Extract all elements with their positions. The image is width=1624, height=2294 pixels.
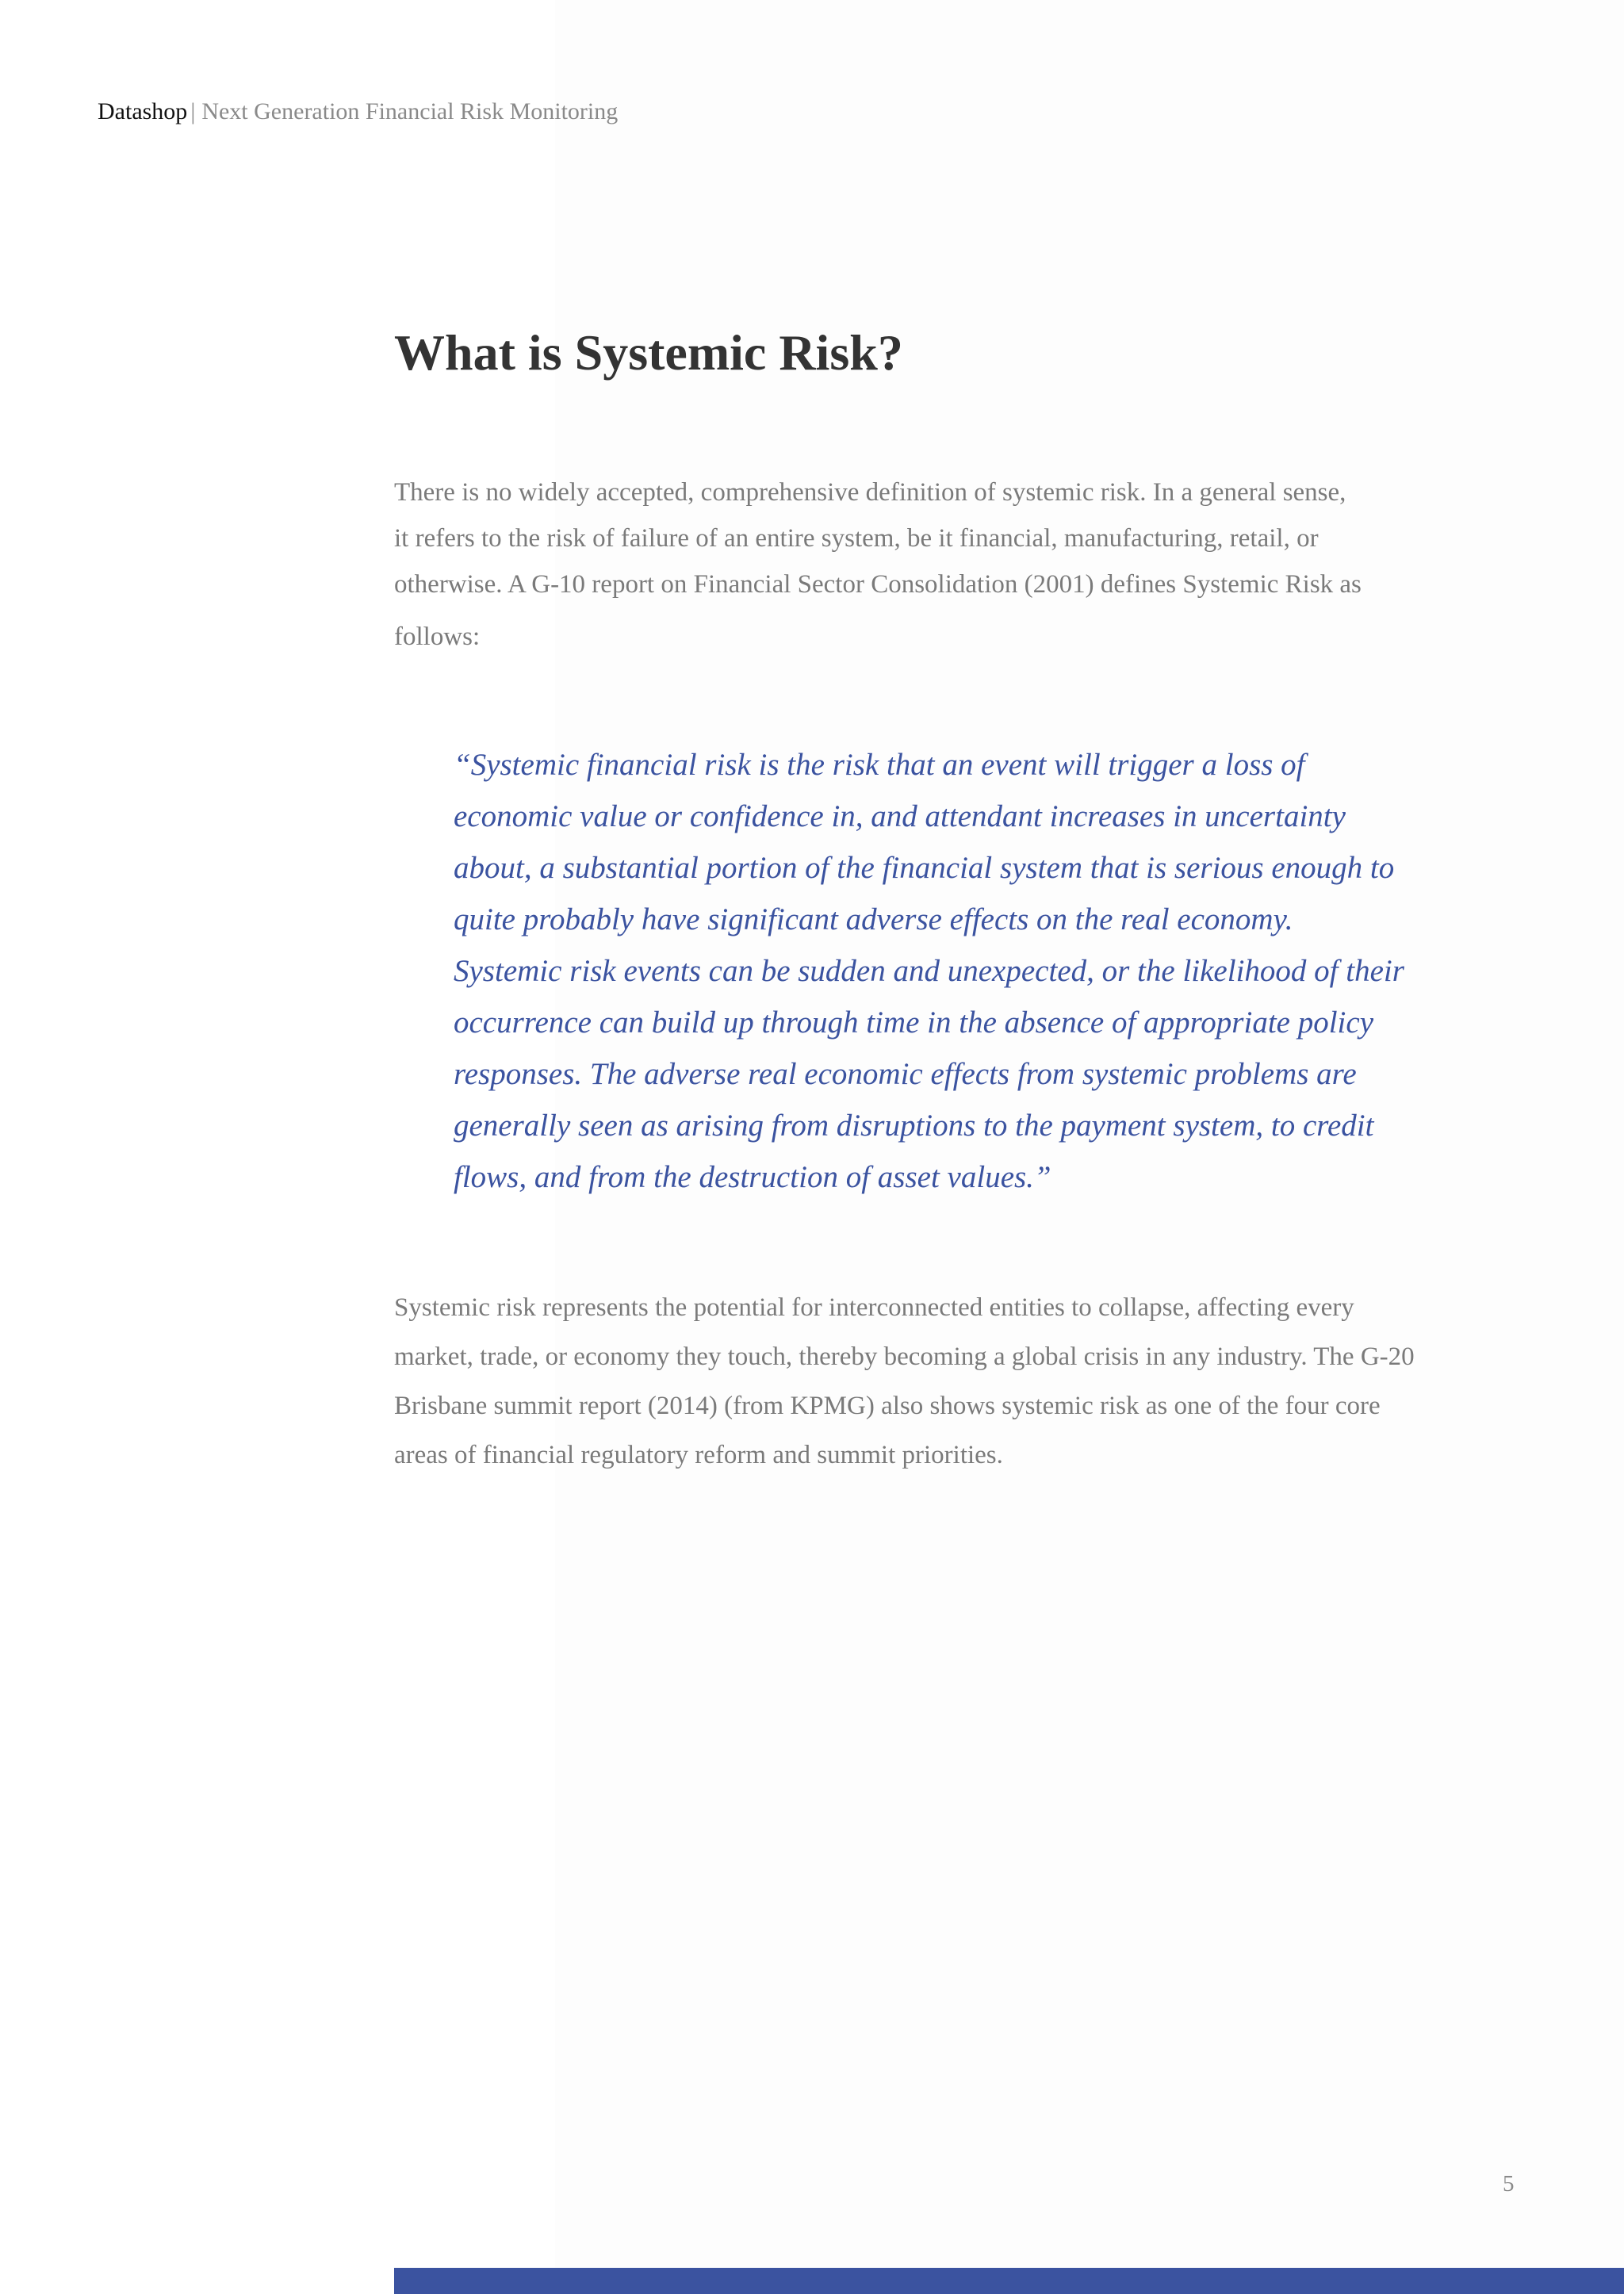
header-separator: |	[190, 98, 196, 124]
intro-line: There is no widely accepted, comprehensive definition of systemic risk. In a general sense,	[394, 478, 1346, 507]
quote-line: “Systemic financial risk is the risk that an event will trigger a loss of	[454, 748, 1305, 782]
quote-line: generally seen as arising from disruptions to the payment system, to credit	[454, 1109, 1374, 1143]
quote-line: about, a substantial portion of the financial system that is serious enough to	[454, 851, 1395, 885]
header-subtitle: Next Generation Financial Risk Monitoring	[201, 98, 619, 124]
quote-line: responses. The adverse real economic effects from systemic problems are	[454, 1057, 1357, 1091]
quote-line: economic value or confidence in, and attendant increases in uncertainty	[454, 799, 1346, 833]
closing-line: Systemic risk represents the potential for interconnected entities to collapse, affecting every	[394, 1293, 1354, 1322]
page-number: 5	[1503, 2171, 1515, 2196]
quote-line: flows, and from the destruction of asset values.”	[454, 1160, 1051, 1194]
intro-paragraph	[394, 469, 1512, 660]
closing-line: Brisbane summit report (2014) (from KPMG) also shows systemic risk as one of the four core	[394, 1392, 1381, 1420]
closing-paragraph	[394, 1283, 1512, 1480]
intro-line: otherwise. A G-10 report on Financial Sector Consolidation (2001) defines Systemic Risk as	[394, 570, 1362, 599]
intro-line: follows:	[394, 622, 481, 651]
intro-line: it refers to the risk of failure of an entire system, be it financial, manufacturing, retail, or	[394, 524, 1319, 553]
closing-line: areas of financial regulatory reform and summit priorities.	[394, 1441, 1003, 1469]
quote-line: occurrence can build up through time in the absence of appropriate policy	[454, 1005, 1374, 1040]
footer-accent-bar	[394, 2268, 1624, 2294]
page-title: What is Systemic Risk?	[394, 324, 903, 381]
quote-line: quite probably have significant adverse effects on the real economy.	[454, 902, 1293, 936]
definition-quote	[454, 739, 1580, 1203]
quote-line: Systemic risk events can be sudden and unexpected, or the likelihood of their	[454, 954, 1404, 988]
closing-line: market, trade, or economy they touch, thereby becoming a global crisis in any industry. The G-20	[394, 1342, 1415, 1371]
page-header	[98, 98, 618, 125]
header-brand: Datashop	[98, 98, 188, 124]
